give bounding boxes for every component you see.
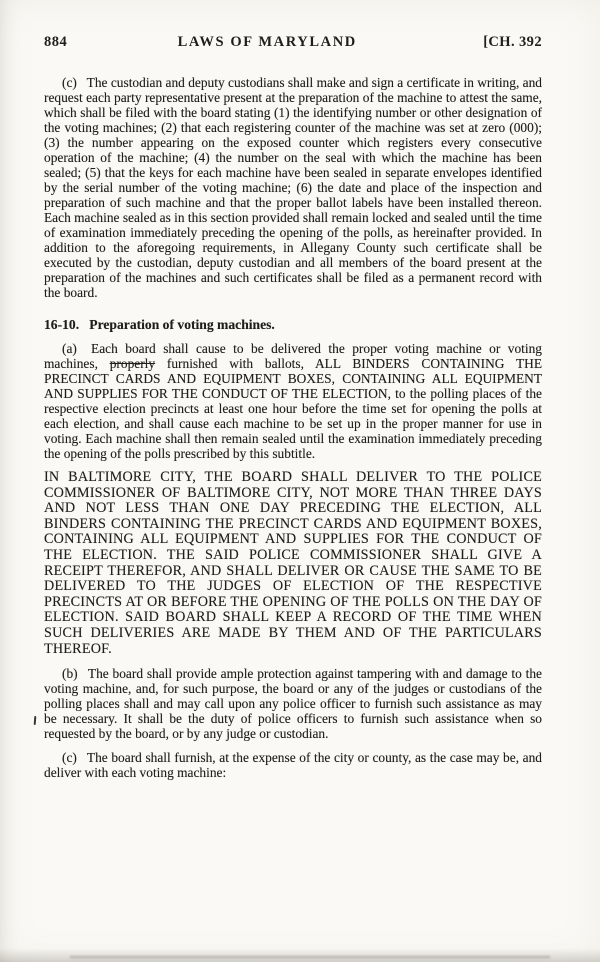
paragraph-c-furnish: (c) The board shall furnish, at the expense of the city or county, as the case may be, and deliver with each voting machine:: [44, 750, 542, 781]
page-body: [44, 75, 542, 780]
paragraph-a-text-after: furnished with ballots, ALL BINDERS CONTAINING THE PRECINCT CARDS AND EQUIPMENT BOXES, CONTAINING ALL EQUIPMENT AND SUPPLIES FOR THE CONDUCT OF THE ELECTION, to the polling places of the respective election precincts at least one hour before the time set for opening the polls at each election, and shall cause each machine to be set up in the proper manner for use in voting. Each machine shall then remain sealed until the examination immediately preceding the opening of the polls prescribed by this subtitle.: [44, 356, 542, 461]
page-title: LAWS OF MARYLAND: [177, 34, 357, 50]
paragraph-a-text-before: (a) Each board shall cause to be delivered the proper voting machine or voting machines,: [44, 341, 542, 371]
page-number: 884: [44, 34, 68, 50]
struck-word-properly: properly: [109, 356, 156, 371]
chapter-reference: [CH. 392: [483, 34, 542, 50]
paragraph-a-delivery: [44, 341, 542, 461]
scan-margin-mark: [34, 716, 37, 725]
page-header: [44, 34, 542, 51]
paragraph-b-protection: (b) The board shall provide ample protection against tampering with and damage to the voting machine, and, for such purpose, the board or any of the judges or custodians of the polling places shall and may call upon any police officer to furnish such assistance as may be necessary. It shall be the duty of police officers to furnish such assistance when so requested by the board, or by any judge or custodian.: [44, 666, 542, 742]
section-heading-16-10: 16-10. Preparation of voting machines.: [44, 317, 275, 332]
paragraph-baltimore-city: IN BALTIMORE CITY, THE BOARD SHALL DELIVER TO THE POLICE COMMISSIONER OF BALTIMORE CITY, NOT MORE THAN THREE DAYS AND NOT LESS THAN ONE DAY PRECEDING THE ELECTION, ALL BINDERS CONTAINING THE PRECINCT CARDS AND EQUIPMENT BOXES, CONTAINING ALL EQUIPMENT AND SUPPLIES FOR THE CONDUCT OF THE ELECTION. THE SAID POLICE COMMISSIONER SHALL GIVE A RECEIPT THEREFOR, AND SHALL DELIVER OR CAUSE THE SAME TO BE DELIVERED TO THE JUDGES OF ELECTION OF THE RESPECTIVE PRECINCTS AT OR BEFORE THE OPENING OF THE POLLS ON THE DAY OF ELECTION. SAID BOARD SHALL KEEP A RECORD OF THE TIME WHEN SUCH DELIVERIES ARE MADE BY THEM AND OF THE PARTICULARS THEREOF.: [44, 469, 542, 657]
paragraph-c-custodian-certificate: (c) The custodian and deputy custodians shall make and sign a certificate in writing, and request each party representative present at the preparation of the machine to attest the same, which shall be filed with the board stating (1) the identifying number or other designation of the voting machines; (2) that each registering counter of the machine was set at zero (000); (3) the number appearing on the exposed counter which registers every consecutive operation of the machine; (4) the number on the seal with which the machine has been sealed; (5) that the keys for each machine have been sealed in separate envelopes identified by the serial number of the voting machine; (6) the date and place of the inspection and preparation of such machine and that the proper ballot labels have been installed thereon. Each machine sealed as in this section provided shall remain locked and sealed until the time of examination immediately preceding the opening of the polls, as hereinafter provided. In addition to the aforegoing requirements, in Allegany County such certificate shall be executed by the custodian, deputy custodian and all members of the board present at the preparation of the machines and such certificates shall be filed as a permanent record with the board.: [44, 75, 542, 300]
scan-edge-shadow: [0, 948, 600, 962]
